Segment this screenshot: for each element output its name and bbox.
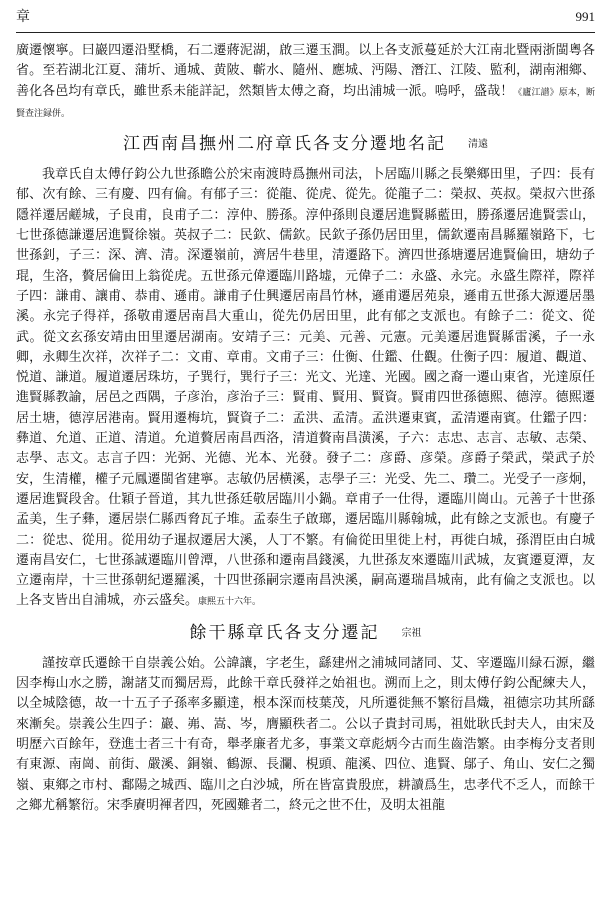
running-head: 章: [16, 9, 32, 25]
section1-author: 清遠: [468, 139, 488, 151]
section1-note: 康熙五十六年。: [198, 597, 262, 608]
section2-body-text: 謹按章氏遷餘干自崇義公始。公諱讓，字老生，繇建州之浦城同諸同、艾、宰遷臨川緑石源，繼因李梅山水之勝，謝諸艾而獨居焉，此餘干章氏發祥之始祖也。溯而上之，則太傅仔鈞公配練夫人，以全城陰德，故一十五子子孫率多顯達，根本深而枝葉茂，凡所遷徙無不繁衍昌熾，祖德宗功其所繇來漸矣。崇義公生四子：巖、岪、嵩、岑，膺顯秩者二。公以子貴封司馬，祖妣耿氏封夫人，由宋及明歷六百餘年，登進士者三十有奇，舉孝廉者尤多，事業文章彪炳今古而生齒浩繁。由李梅分支者則有東源、南崗、前街、嚴溪、銅嶺、鶴源、長瀾、梘頭、龍溪、四位、進賢、鄔子、角山、安仁之獨嶺、東鄉之市村、鄱陽之城西、臨川之白沙城，所在皆富貴殷庶，耕讀爲生，忠孝代不乏人，而餘干之鄉尤稱繁衍。宋季賡明褌者四，死國難者二，終元之世不仕，及明太祖龍: [16, 655, 595, 813]
section2-author: 宗祖: [401, 627, 422, 639]
section2-title-text: 餘干縣章氏各支分遷記: [189, 622, 380, 643]
page-number: 991: [575, 9, 595, 24]
header-rule: [16, 32, 595, 33]
section1-body: [16, 165, 595, 613]
section2-title: [16, 618, 595, 649]
page-header: [16, 6, 595, 28]
section1-title: [16, 129, 595, 160]
intro-note: 《廬江譜》原本，断賢查注録併。: [16, 87, 595, 119]
section1-title-text: 江西南昌撫州二府章氏各支分遷地名記: [123, 134, 446, 155]
page-body: [16, 41, 595, 816]
intro-text: 廣遷懷寧。曰巖四遷沿墅橋，石二遷蔣泥湖，啟三遷玉澗。以上各支派蔓延於大江南北暨兩浙閩粵各省。至若湖北江夏、蒲圻、通城、黄陂、蘄水、隨州、應城、沔陽、潛江、江陵、監利，湖南湘鄉、善化各邑均有章氏，雖世系未能詳記，然類皆太傅之裔，均出浦城一派。嗚呼，盛哉！: [16, 43, 595, 99]
section2-body: [16, 654, 595, 816]
intro-paragraph: [16, 41, 595, 124]
section1-body-text: 我章氏自太傅仔鈞公九世孫瞻公於宋南渡時爲撫州司法，卜居臨川縣之長樂鄉田里，子四：長有郁、次有餘、三有慶、四有倫。有郁子三：從龍、從虎、從先。從龍子二：榮叔、英叔。榮叔六世孫隱祥遷居鹺城，子良甫，良甫子二：淳仲、勝孫。淳仲孫則良遷居進賢縣藍田，勝孫遷居進賢雲山，七世孫德謙遷居進賢徐嶺。英叔子二：民欽、儒欽。民欽子孫仍居田里，儒欽遷南昌縣羅嶺路下，七世孫釗，子三：深、濟、清。深遷嶺前，濟居牛巷里，清遷路下。濟四世孫塘遷居進賢倫田，塘幼子琨，生洛，贅居倫田上翁從虎。五世孫元偉遷臨川路墟，元偉子二：永盛、永完。永盛生際祥，際祥子四：謙甫、讓甫、恭甫、遜甫。謙甫子仕興遷居南昌竹林，遜甫遷居苑泉，遜甫五世孫大源遷居墨溪。永完子得祥，孫敬甫遷居南昌大重山，從先仍居田里，此有郁之支派也。有餘子二：從文、從武。從文玄孫安靖由田里遷居湖南。安靖子三：元美、元善、元憲。元美遷居進賢縣雷溪，子一永卿，永卿生次祥，次祥子二：文甫、章甫。文甫子三：仕衡、仕鑑、仕觀。仕衡子四：履道、觀道、悦道、謙道。履道遷居珠坊，子巽行，巽行子三：光文、光達、光國。國之裔一遷山東省，光達原任進賢縣教諭，居邑之西隅，子彦治，彦治子三：賢甫、賢用、賢資。賢甫四世孫德熙、德淳。德熙遷居土塘，德淳居港南。賢用遷梅坑，賢資子二：孟洪、孟清。孟洪遷東賓，孟清遷南賓。仕鑑子四：彝道、允道、正道、清道。允道贅居南昌西洛，清道贅南昌潢溪，子六：志忠、志言、志敏、志榮、志學、志文。志言子四：光弼、光德、光本、光發。發子二：彦爵、彦榮。彦爵子榮武，榮武子於安，生清權，權子元鳳遷閩省建寧。志敏仍居横溪，志學子三：光受、先二、瓚二。光受子一彦炯，遷居進賢段舍。仕穎子晉道，其九世孫廷敬居臨川小鍋。章甫子一仕得，遷臨川崗山。元善子十世孫孟美，生子彝，遷居崇仁縣西脅瓦子堆。孟泰生子啟瑯，遷居臨川縣翰城，此有餘之支派也。有慶子二：從忠、從用。從用幼子暹叔遷居大溪，人丁不繁。有倫從田里徙上村，再徙白城，孫渭臣由白城遷南昌安仁，七世孫誠遷臨川曾潭，八世孫和遷南昌錢溪，九世孫友來遷臨川武城，友賓遷夏潭，友立遷南岸，十三世孫朝紀遷羅溪，十四世孫嗣宗遷南昌泱溪，嗣高遷瑞昌城南，此有倫之支派也。以上各支皆出自浦城，亦云盛矣。: [16, 167, 595, 609]
